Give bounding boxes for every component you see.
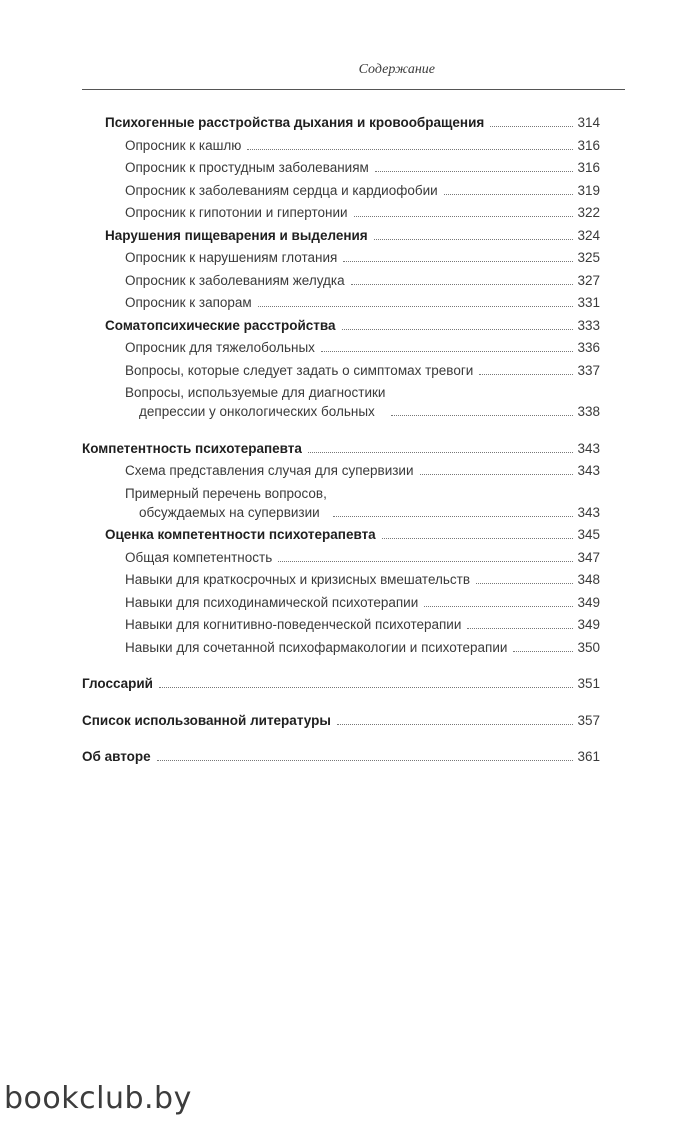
toc-entry[interactable] <box>82 248 600 267</box>
toc-entry-page: 347 <box>577 549 600 565</box>
spacer <box>82 733 600 747</box>
dot-leader <box>278 561 573 562</box>
dot-leader <box>351 284 574 285</box>
spacer <box>82 697 600 711</box>
toc-entry-page: 324 <box>577 227 600 243</box>
toc-entry-title: Опросник к запорам <box>125 295 252 310</box>
dot-leader <box>424 606 573 607</box>
dot-leader <box>157 760 574 761</box>
toc-entry-title: Оценка компетентности психотерапевта <box>105 527 376 542</box>
toc-entry[interactable] <box>82 113 600 132</box>
dot-leader <box>337 724 574 725</box>
toc-entry[interactable] <box>82 271 600 290</box>
toc-entry-title-line: депрессии у онкологических больных <box>139 404 375 419</box>
toc-entry-page: 333 <box>577 317 600 333</box>
toc-entry-page: 336 <box>577 340 600 355</box>
dot-leader <box>343 261 573 262</box>
toc-entry[interactable] <box>82 615 600 634</box>
table-of-contents <box>82 113 600 770</box>
toc-entry[interactable] <box>82 383 600 421</box>
dot-leader <box>420 474 574 475</box>
toc-entry-page: 322 <box>577 205 600 220</box>
toc-chapter[interactable] <box>82 674 600 693</box>
toc-entry[interactable] <box>82 203 600 222</box>
toc-entry[interactable] <box>82 484 600 522</box>
toc-entry[interactable] <box>82 548 600 567</box>
toc-entry-title: Об авторе <box>82 749 151 764</box>
dot-leader <box>476 583 573 584</box>
toc-entry-title-line: Вопросы, используемые для диагностики <box>125 385 386 400</box>
dot-leader <box>247 149 573 150</box>
toc-entry-title: Опросник к кашлю <box>125 137 242 153</box>
toc-entry-title <box>125 484 327 522</box>
toc-chapter[interactable] <box>82 439 600 458</box>
toc-entry[interactable] <box>82 226 600 245</box>
toc-entry-page: 350 <box>577 639 600 655</box>
toc-entry-page: 327 <box>577 272 600 288</box>
toc-entry-page: 345 <box>577 527 600 542</box>
dot-leader <box>321 351 574 352</box>
toc-entry-page: 338 <box>577 404 600 419</box>
dot-leader <box>467 628 573 629</box>
toc-entry-title-line: обсуждаемых на супервизии <box>139 504 320 520</box>
toc-entry[interactable] <box>82 181 600 200</box>
toc-entry-title: Схема представления случая для супервизии <box>125 463 414 478</box>
toc-entry-title: Психогенные расстройства дыхания и кровообращения <box>105 115 485 130</box>
dot-leader <box>374 239 574 240</box>
dot-leader <box>308 452 574 453</box>
dot-leader <box>159 687 573 688</box>
toc-entry-title: Нарушения пищеварения и выделения <box>105 227 368 243</box>
toc-entry-page: 316 <box>577 160 600 175</box>
toc-entry-page: 316 <box>577 137 600 153</box>
dot-leader <box>342 329 574 330</box>
toc-entry-title: Навыки для когнитивно-поведенческой психотерапии <box>125 617 462 632</box>
toc-entry[interactable] <box>82 316 600 335</box>
toc-entry[interactable] <box>82 136 600 155</box>
toc-entry-page: 331 <box>577 295 600 310</box>
toc-entry-title <box>125 383 385 421</box>
toc-entry-page: 314 <box>577 115 600 130</box>
spacer <box>82 660 600 674</box>
dot-leader <box>490 126 573 127</box>
toc-entry-page: 343 <box>577 440 600 456</box>
toc-entry[interactable] <box>82 338 600 357</box>
running-head: Содержание <box>358 62 435 77</box>
toc-entry[interactable] <box>82 158 600 177</box>
toc-entry-title: Навыки для психодинамической психотерапии <box>125 594 419 610</box>
watermark: bookclub.by <box>4 1081 192 1116</box>
dot-leader <box>479 374 573 375</box>
toc-entry-page: 343 <box>577 463 600 478</box>
toc-entry-title: Соматопсихические расстройства <box>105 317 336 333</box>
toc-entry-title: Вопросы, которые следует задать о симптомах тревоги <box>125 362 474 378</box>
toc-entry-title: Компетентность психотерапевта <box>82 440 302 456</box>
toc-entry-page: 325 <box>577 250 600 265</box>
toc-entry-page: 349 <box>577 594 600 610</box>
toc-entry[interactable] <box>82 461 600 480</box>
dot-leader <box>391 415 573 416</box>
toc-entry-page: 348 <box>577 572 600 587</box>
dot-leader <box>375 171 574 172</box>
toc-entry-title: Навыки для сочетанной психофармакологии и психотерапии <box>125 639 508 655</box>
toc-entry[interactable] <box>82 570 600 589</box>
dot-leader <box>513 651 573 652</box>
toc-entry-page: 349 <box>577 617 600 632</box>
toc-entry[interactable] <box>82 361 600 380</box>
toc-entry-title: Глоссарий <box>82 676 153 691</box>
toc-entry[interactable] <box>82 525 600 544</box>
toc-entry-page: 357 <box>577 712 600 728</box>
dot-leader <box>444 194 574 195</box>
header-rule <box>82 89 625 90</box>
toc-entry-title: Список использованной литературы <box>82 712 331 728</box>
toc-entry-title: Опросник к простудным заболеваниям <box>125 160 369 175</box>
toc-chapter[interactable] <box>82 747 600 766</box>
toc-entry-page: 343 <box>577 504 600 520</box>
toc-entry[interactable] <box>82 638 600 657</box>
toc-entry-title: Опросник к заболеваниям сердца и кардиофобии <box>125 182 438 198</box>
toc-entry[interactable] <box>82 593 600 612</box>
toc-entry-title: Опросник к нарушениям глотания <box>125 250 338 265</box>
spacer <box>82 425 600 439</box>
dot-leader <box>354 216 574 217</box>
toc-entry-title: Опросник к гипотонии и гипертонии <box>125 205 348 220</box>
toc-entry-page: 361 <box>577 749 600 764</box>
toc-entry-page: 337 <box>577 362 600 378</box>
dot-leader <box>382 538 574 539</box>
toc-entry-title-line: Примерный перечень вопросов, <box>125 485 327 501</box>
toc-entry[interactable] <box>82 293 600 312</box>
toc-entry-page: 319 <box>577 182 600 198</box>
toc-entry-title: Опросник для тяжелобольных <box>125 340 315 355</box>
toc-entry-title: Опросник к заболеваниям желудка <box>125 272 345 288</box>
toc-entry-title: Общая компетентность <box>125 549 273 565</box>
dot-leader <box>258 306 574 307</box>
toc-entry-page: 351 <box>577 676 600 691</box>
toc-chapter[interactable] <box>82 711 600 730</box>
dot-leader <box>333 516 574 517</box>
toc-entry-title: Навыки для краткосрочных и кризисных вмешательств <box>125 572 471 587</box>
